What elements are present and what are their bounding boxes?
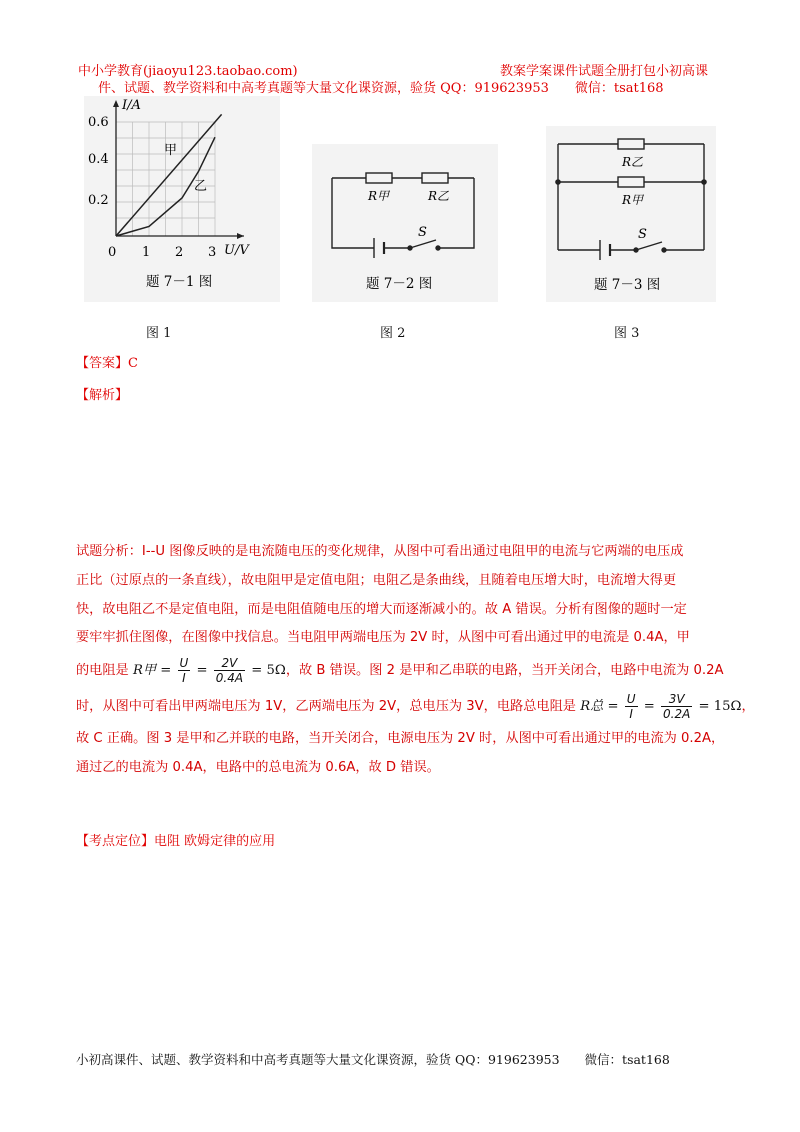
analysis-block bbox=[76, 538, 755, 783]
y-tick: 0.2 bbox=[88, 193, 109, 208]
jiexi-tag: 【解析】 bbox=[76, 388, 129, 403]
eq2-fraction: $\frac{3V}{0.2A}$ bbox=[663, 691, 691, 721]
switch-blade bbox=[410, 240, 436, 248]
resistor-yi-label: R乙 bbox=[622, 155, 644, 169]
analysis-line: 试题分析：I--U 图像反映的是电流随电压的变化规律，从图中可看出通过电阻甲的电流与它两端的电压成 bbox=[76, 544, 684, 559]
y-tick: 0.6 bbox=[88, 115, 109, 130]
header-left: 中小学教育(jiaoyu123.taobao.com) bbox=[78, 64, 298, 79]
switch-blade bbox=[636, 242, 662, 250]
eq1-result: = 5Ω bbox=[251, 663, 286, 679]
analysis-line: 正比（过原点的一条直线），故电阻甲是定值电阻；电阻乙是条曲线，且随着电压增大时，电流增大得更 bbox=[76, 572, 677, 588]
analysis-text: ， bbox=[741, 699, 755, 715]
eq2-result: = 15Ω bbox=[698, 699, 742, 715]
y-axis-arrow bbox=[113, 100, 119, 107]
figure-3-caption: 题 7－3 图 bbox=[594, 277, 661, 293]
parallel-circuit bbox=[546, 126, 716, 302]
analysis-text: 时，从图中可看出甲两端电压为 1V，乙两端电压为 2V，总电压为 3V，电路总电阻是 bbox=[76, 699, 581, 715]
resistor-yi-label: R乙 bbox=[428, 189, 450, 203]
x-tick: 2 bbox=[175, 245, 184, 260]
resistor-jia bbox=[618, 177, 644, 187]
resistor-jia-label: R甲 bbox=[368, 189, 390, 203]
footer: 小初高课件、试题、教学资料和中高考真题等大量文化课资源，验货 QQ：919623953 微信：tsat168 bbox=[76, 1052, 670, 1067]
figure-3-label: 图 3 bbox=[614, 326, 640, 341]
resistor-yi bbox=[422, 173, 448, 183]
analysis-line: 快，故电阻乙不是定值电阻，而是电阻值随电压的增大而逐渐减小的。故 A 错误。分析有图像的题时一定 bbox=[76, 601, 687, 617]
x-tick: 3 bbox=[208, 245, 217, 260]
series-circuit bbox=[312, 144, 498, 302]
answer-value: C bbox=[128, 356, 138, 371]
kaodian-line bbox=[76, 830, 275, 849]
switch-contact bbox=[436, 246, 440, 250]
switch-label: S bbox=[638, 227, 647, 242]
resistor-jia-label: R甲 bbox=[622, 193, 644, 207]
resistor-jia bbox=[366, 173, 392, 183]
x-tick: 0 bbox=[108, 245, 117, 260]
figure-2-caption: 题 7－2 图 bbox=[366, 276, 433, 292]
figure-1 bbox=[84, 96, 280, 302]
resistor-yi bbox=[618, 139, 644, 149]
answer-tag: 【答案】 bbox=[76, 356, 129, 371]
switch-contact bbox=[662, 248, 666, 252]
junction-dot bbox=[555, 179, 561, 185]
series-yi-label: 乙 bbox=[194, 179, 208, 194]
y-axis-label: I/A bbox=[122, 98, 141, 113]
analysis-text: ，故 B 错误。图 2 是甲和乙串联的电路，当开关闭合，电路中电流为 0.2A bbox=[285, 663, 724, 679]
eq2-lhs: R总 = bbox=[580, 699, 619, 715]
eq1-fraction: $\frac{2V}{0.4A}$ bbox=[215, 655, 244, 685]
series-jia-label: 甲 bbox=[164, 143, 178, 158]
eq1-fraction: $\frac{U}{I}$ bbox=[179, 655, 189, 685]
analysis-text: 的电阻是 bbox=[76, 663, 133, 679]
analysis-line-eq2: 时，从图中可看出甲两端电压为 1V，乙两端电压为 2V，总电压为 3V，电路总电阻是 R总 = $\frac{U}{I}$ = $\frac{3V}{0.2A}$ = 15Ω， bbox=[76, 691, 755, 721]
figure-1-label: 图 1 bbox=[146, 326, 172, 341]
figure-3 bbox=[546, 126, 716, 302]
x-tick: 1 bbox=[142, 245, 151, 260]
x-axis-label: U/V bbox=[224, 243, 249, 258]
figure-1-caption: 题 7－1 图 bbox=[146, 274, 213, 290]
analysis-line: 故 C 正确。图 3 是甲和乙并联的电路，当开关闭合，电源电压为 2V 时，从图中可看出通过甲的电流为 0.2A， bbox=[76, 731, 725, 747]
figure-2 bbox=[312, 144, 498, 302]
answer-line bbox=[76, 352, 138, 371]
y-tick: 0.4 bbox=[88, 152, 109, 167]
junction-dot bbox=[701, 179, 707, 185]
eq2-fraction: $\frac{U}{I}$ bbox=[626, 691, 636, 721]
header-right: 教案学案课件试题全册打包小初高课 bbox=[500, 64, 709, 79]
kaodian-value: 电阻 欧姆定律的应用 bbox=[154, 834, 276, 849]
x-axis-arrow bbox=[237, 233, 244, 239]
switch-label: S bbox=[418, 225, 427, 240]
analysis-line-eq1: 的电阻是 R甲 = $\frac{U}{I}$ = $\frac{2V}{0.4A}$ = 5Ω，故 B 错误。图 2 是甲和乙串联的电路，当开关闭合，电路中电流为 0.2A bbox=[76, 655, 724, 685]
header-line2: 件、试题、教学资料和中高考真题等大量文化课资源，验货 QQ：919623953 微信：tsat168 bbox=[98, 81, 664, 96]
analysis-line: 要牢牢抓住图像，在图像中找信息。当电阻甲两端电压为 2V 时，从图中可看出通过甲的电流是 0.4A，甲 bbox=[76, 630, 690, 646]
figure-2-label: 图 2 bbox=[380, 326, 406, 341]
analysis-line: 通过乙的电流为 0.4A，电路中的总电流为 0.6A，故 D 错误。 bbox=[76, 759, 440, 775]
iu-graph bbox=[84, 96, 280, 302]
kaodian-tag: 【考点定位】 bbox=[76, 834, 155, 849]
eq1-lhs: R甲 = bbox=[132, 663, 172, 679]
